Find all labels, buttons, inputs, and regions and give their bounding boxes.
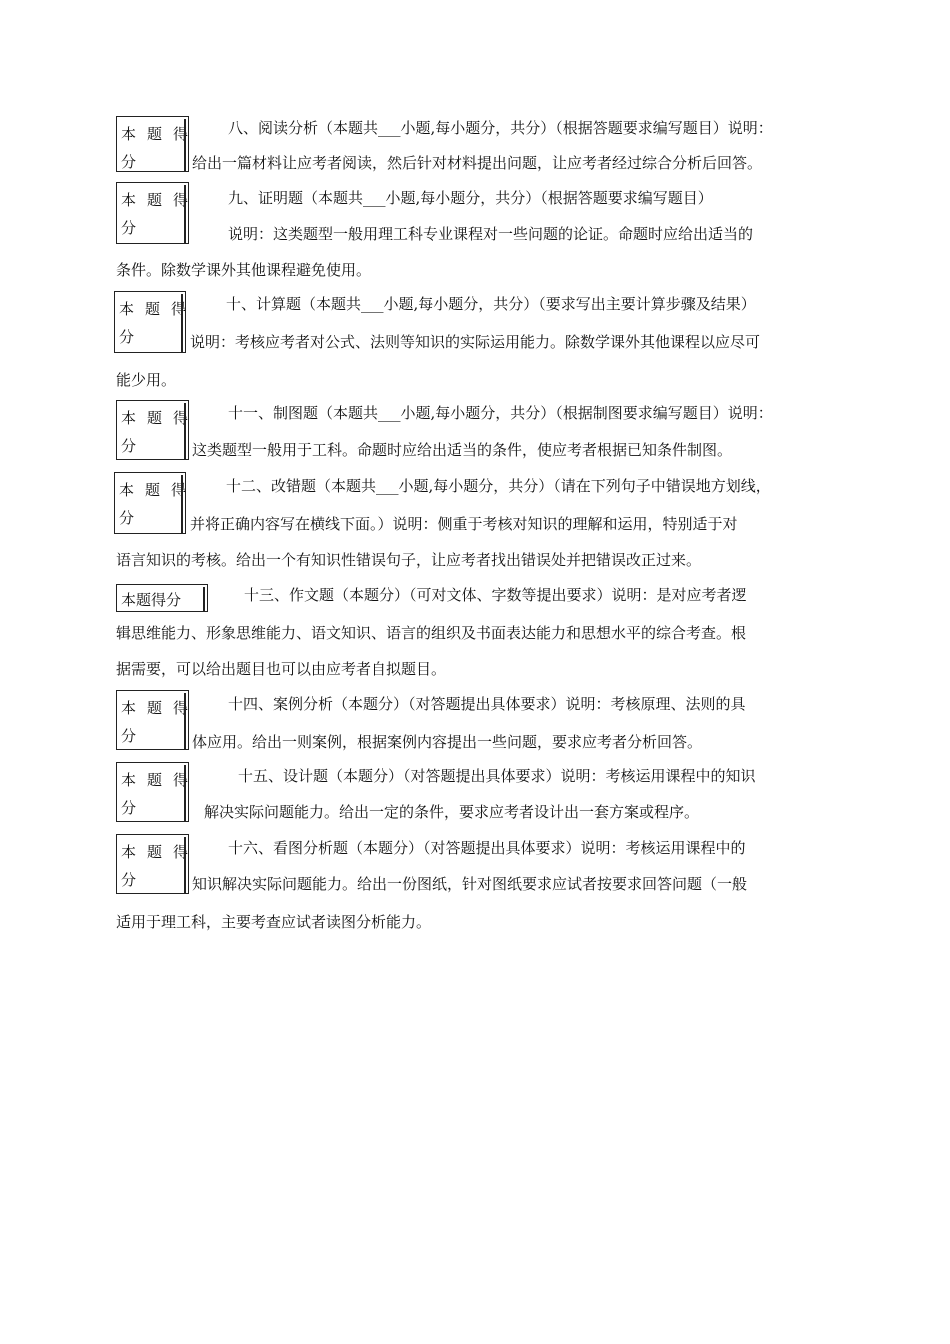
score-box-10 bbox=[114, 291, 198, 353]
score-box-label-row2: 分 bbox=[121, 871, 137, 889]
score-box-label: 本题得分 bbox=[121, 591, 182, 609]
score-box-label-row2: 分 bbox=[119, 328, 135, 346]
section-13-line-2: 辑思维能力、形象思维能力、语文知识、语言的组织及书面表达能力和思想水平的综合考查。根 bbox=[116, 624, 747, 642]
section-13-line-1: 十三、作文题（本题分）（可对文体、字数等提出要求）说明：是对应考者逻 bbox=[244, 586, 747, 604]
score-box-label-row1: 本题得 bbox=[121, 125, 200, 143]
section-16-line-1: 十六、看图分析题（本题分）（对答题提出具体要求）说明：考核运用课程中的 bbox=[228, 839, 746, 857]
section-11-line-2: 这类题型一般用于工科。命题时应给出适当的条件，使应考者根据已知条件制图。 bbox=[192, 441, 733, 459]
section-12-line-2: 并将正确内容写在横线下面。）说明：侧重于考核对知识的理解和运用，特别适于对 bbox=[190, 515, 738, 533]
score-box-label-row1: 本题得 bbox=[121, 843, 200, 861]
score-box-16 bbox=[116, 834, 200, 894]
section-15-line-2: 解决实际问题能力。给出一定的条件，要求应考者设计出一套方案或程序。 bbox=[204, 803, 700, 821]
score-box-13 bbox=[116, 584, 208, 612]
section-13-line-3: 据需要，可以给出题目也可以由应考者自拟题目。 bbox=[116, 660, 447, 678]
score-box-14 bbox=[116, 690, 200, 750]
section-9-line-2: 说明：这类题型一般用理工科专业课程对一些问题的论证。命题时应给出适当的 bbox=[228, 225, 754, 243]
score-box-12 bbox=[114, 472, 198, 534]
section-16-line-2: 知识解决实际问题能力。给出一份图纸，针对图纸要求应试者按要求回答问题（一般 bbox=[192, 875, 748, 893]
score-box-15 bbox=[116, 762, 200, 822]
score-box-label-row1: 本题得 bbox=[119, 300, 198, 318]
section-16-line-3: 适用于理工科，主要考查应试者读图分析能力。 bbox=[116, 913, 432, 931]
score-box-label-row2: 分 bbox=[121, 219, 137, 237]
score-box-9 bbox=[116, 182, 200, 244]
section-8-line-2: 给出一篇材料让应考者阅读，然后针对材料提出问题，让应考者经过综合分析后回答。 bbox=[192, 154, 763, 172]
section-14-line-2: 体应用。给出一则案例，根据案例内容提出一些问题，要求应考者分析回答。 bbox=[192, 733, 703, 751]
score-box-label-row1: 本题得 bbox=[121, 409, 200, 427]
section-10-line-2: 说明：考核应考者对公式、法则等知识的实际运用能力。除数学课外其他课程以应尽可 bbox=[190, 333, 761, 351]
section-10-line-3: 能少用。 bbox=[116, 371, 177, 389]
section-12-line-3: 语言知识的考核。给出一个有知识性错误句子，让应考者找出错误处并把错误改正过来。 bbox=[116, 551, 702, 569]
score-box-label-row2: 分 bbox=[121, 727, 137, 745]
section-15-line-1: 十五、设计题（本题分）（对答题提出具体要求）说明：考核运用课程中的知识 bbox=[238, 767, 756, 785]
score-box-label-row1: 本题得 bbox=[121, 771, 200, 789]
score-box-label-row1: 本题得 bbox=[121, 699, 200, 717]
score-box-11 bbox=[116, 400, 200, 460]
section-9-line-3: 条件。除数学课外其他课程避免使用。 bbox=[116, 261, 372, 279]
score-box-8 bbox=[116, 116, 200, 172]
section-9-line-1: 九、证明题（本题共___小题,每小题分，共分）（根据答题要求编写题目） bbox=[228, 189, 713, 207]
score-box-label-row1: 本题得 bbox=[121, 191, 200, 209]
score-box-label-row2: 分 bbox=[121, 437, 137, 455]
section-10-line-1: 十、计算题（本题共___小题,每小题分，共分）（要求写出主要计算步骤及结果） bbox=[226, 295, 756, 313]
score-box-label-row2: 分 bbox=[121, 799, 137, 817]
score-box-label-row2: 分 bbox=[121, 153, 137, 171]
section-14-line-1: 十四、案例分析（本题分）（对答题提出具体要求）说明：考核原理、法则的具 bbox=[228, 695, 746, 713]
score-box-label-row2: 分 bbox=[119, 509, 135, 527]
score-box-label-row1: 本题得 bbox=[119, 481, 198, 499]
section-11-line-1: 十一、制图题（本题共___小题,每小题分，共分）（根据制图要求编写题目）说明： bbox=[228, 404, 773, 422]
section-12-line-1: 十二、改错题（本题共___小题,每小题分，共分）（请在下列句子中错误地方划线， bbox=[226, 477, 771, 495]
section-8-line-1: 八、阅读分析（本题共___小题,每小题分，共分）（根据答题要求编写题目）说明： bbox=[228, 119, 773, 137]
